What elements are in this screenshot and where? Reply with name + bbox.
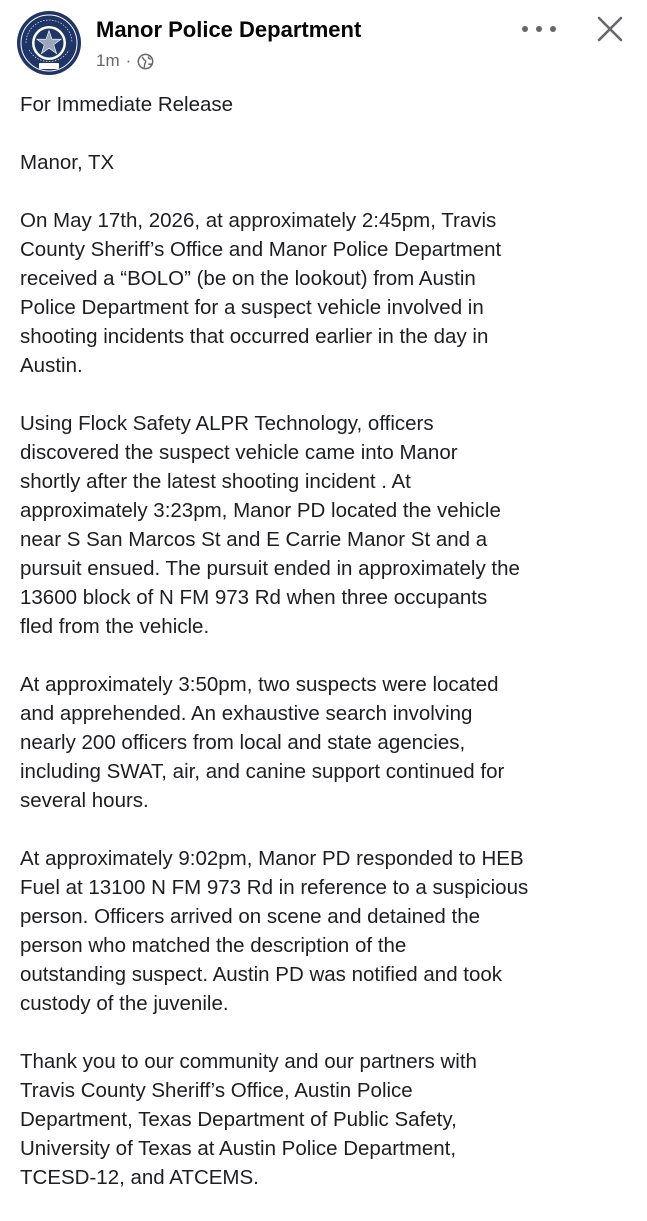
- post-text-line: Department, Texas Department of Public Safety,: [20, 1108, 457, 1131]
- post-text-line: person. Officers arrived on scene and detained the: [20, 905, 481, 928]
- post-paragraph: [20, 844, 632, 1018]
- page-avatar[interactable]: [16, 10, 82, 76]
- post-text-line: pursuit ensued. The pursuit ended in approximately the: [20, 557, 520, 580]
- post-text-line: Thank you to our community and our partners with: [20, 1050, 477, 1073]
- post-text-line: Using Flock Safety ALPR Technology, officers: [20, 412, 434, 435]
- post-text-line: several hours.: [20, 789, 149, 812]
- post-header: [0, 0, 647, 90]
- post-paragraph: [20, 1047, 632, 1192]
- post-text-line: near S San Marcos St and E Carrie Manor St and a: [20, 528, 488, 551]
- post-text-line: custody of the juvenile.: [20, 992, 229, 1015]
- post-text-line: For Immediate Release: [20, 93, 234, 116]
- more-horizontal-icon-dot: [522, 26, 528, 32]
- more-options-button[interactable]: [522, 15, 556, 43]
- post-text-line: discovered the suspect vehicle came into Manor: [20, 441, 458, 464]
- post-text-line: including SWAT, air, and canine support continued for: [20, 760, 505, 783]
- post-paragraph: [20, 409, 632, 641]
- post-text-line: fled from the vehicle.: [20, 615, 210, 638]
- post-text-line: Police Department for a suspect vehicle involved in: [20, 296, 484, 319]
- post-text-line: At approximately 3:50pm, two suspects were located: [20, 673, 499, 696]
- post-text-line: nearly 200 officers from local and state agencies,: [20, 731, 466, 754]
- globe-icon: [137, 53, 154, 70]
- post-text-line: On May 17th, 2026, at approximately 2:45pm, Travis: [20, 209, 497, 232]
- post-body: [20, 90, 632, 1221]
- post-text-line: TCESD-12, and ATCEMS.: [20, 1166, 259, 1189]
- post-text-line: County Sheriff’s Office and Manor Police Department: [20, 238, 502, 261]
- post-paragraph: [20, 148, 632, 177]
- more-horizontal-icon-dot: [550, 26, 556, 32]
- post-meta: [96, 50, 154, 72]
- post-paragraph: [20, 206, 632, 380]
- post-text-line: and apprehended. An exhaustive search involving: [20, 702, 473, 725]
- post-text-line: Manor, TX: [20, 151, 115, 174]
- post-text-line: approximately 3:23pm, Manor PD located the vehicle: [20, 499, 501, 522]
- post-text-line: shooting incidents that occurred earlier in the day in: [20, 325, 489, 348]
- post-text-line: received a “BOLO” (be on the lookout) from Austin: [20, 267, 476, 290]
- post-timestamp[interactable]: 1m: [96, 51, 120, 70]
- page-name[interactable]: Manor Police Department: [96, 17, 362, 42]
- police-seal-logo: [16, 10, 82, 76]
- post-text-line: person who matched the description of the: [20, 934, 407, 957]
- post-text-line: shortly after the latest shooting incident . At: [20, 470, 411, 493]
- post-paragraph: [20, 90, 632, 119]
- meta-separator: ·: [125, 51, 132, 70]
- post-text-line: Austin.: [20, 354, 83, 377]
- post-text-line: Fuel at 13100 N FM 973 Rd in reference to a suspicious: [20, 876, 529, 899]
- post-paragraph: [20, 670, 632, 815]
- post-text-line: outstanding suspect. Austin PD was notified and took: [20, 963, 503, 986]
- close-icon[interactable]: [597, 16, 623, 42]
- post-text-line: 13600 block of N FM 973 Rd when three occupants: [20, 586, 488, 609]
- more-horizontal-icon-dot: [536, 26, 542, 32]
- post-text-line: University of Texas at Austin Police Department,: [20, 1137, 457, 1160]
- post-text-line: Travis County Sheriff’s Office, Austin Police: [20, 1079, 413, 1102]
- post-text-line: At approximately 9:02pm, Manor PD responded to HEB: [20, 847, 524, 870]
